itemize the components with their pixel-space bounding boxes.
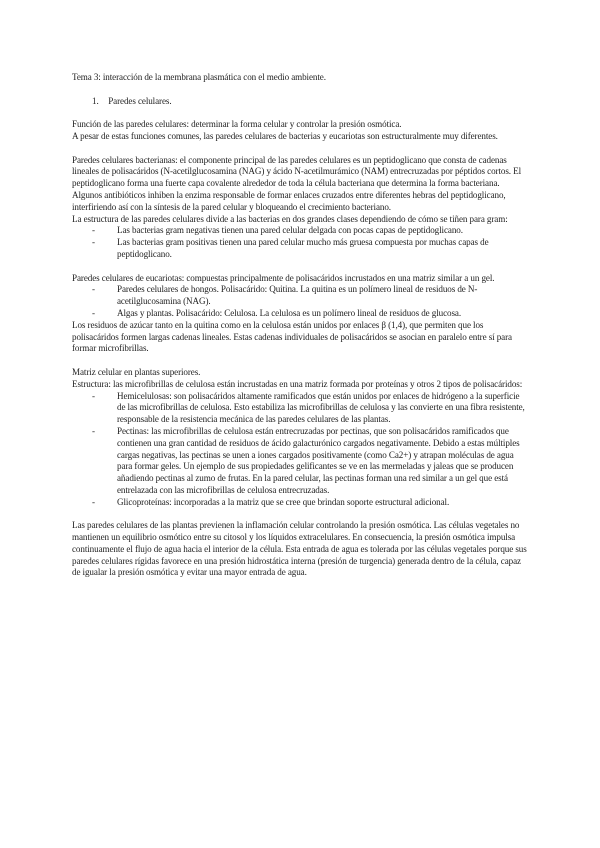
list-item: - Las bacterias gram positivas tienen una pared celular mucho más gruesa compuesta por muchas capas de peptidoglicano. <box>72 237 528 261</box>
matrix-structure: Estructura: las microfibrillas de celulosa están incrustadas en una matriz formada por proteínas y otros 2 tipos de polisacáridos: <box>72 378 523 389</box>
intro-function: Función de las paredes celulares: determinar la forma celular y controlar la presión osmótica. <box>72 119 402 130</box>
list-item: - Paredes celulares de hongos. Polisacárido: Quitina. La quitina es un polímero lineal de residuos de N-acetilglucosamina (NAG). <box>72 284 528 308</box>
list-item: - Hemicelulosas: son polisacáridos altamente ramificados que están unidos por enlaces de hidrógeno a la superficie de las microfibrillas de celulosa. Esto estabiliza las microfibrillas de celulosa y las convierte en una fibra resistente, responsable de la resistencia mecánica de las paredes celulares de las plantas. <box>72 391 528 426</box>
spacer <box>72 508 528 520</box>
numbered-heading <box>92 96 528 108</box>
spacer <box>72 143 528 155</box>
gram-paragraph: La estructura de las paredes celulares divide a las bacterias en dos grandes clases dependiendo de cómo se tiñen para gram: <box>72 213 508 224</box>
document-page <box>72 72 528 579</box>
matrix-heading: Matriz celular en plantas superiores. <box>72 366 201 377</box>
eukaryotic-list <box>72 284 528 319</box>
antibiotics-paragraph: Algunos antibióticos inhiben la enzima responsable de formar enlaces cruzados entre diferentes hebras del peptidoglicano, interfiriendo así con la síntesis de la pared celular y bloqueando el crecimiento bacteriano. <box>72 189 506 212</box>
gram-list <box>72 225 528 260</box>
closing-paragraph: Las paredes celulares de las plantas previenen la inflamación celular controlando la presión osmótica. Las células vegetales no mantienen un equilibrio osmótico entre su citosol y los líquidos extracelulares. En consecuencia, la presión osmótica impulsa continuamente el flujo de agua hacia el interior de la célula. Esta entrada de agua es tolerada por las células vegetales porque sus paredes celulares rígidas favorece en una presión hidrostática interna (presión de turgencia) generada dentro de la célula, capaz de igualar la presión osmótica y evitar una mayor entrada de agua. <box>72 520 527 578</box>
list-number: 1. <box>92 95 99 106</box>
list-item: - Las bacterias gram negativas tienen una pared celular delgada con pocas capas de peptidoglicano. <box>72 225 528 237</box>
list-item: - Algas y plantas. Polisacárido: Celulosa. La celulosa es un polímero lineal de residuos de glucosa. <box>72 308 528 320</box>
list-item: - Glicoproteínas: incorporadas a la matriz que se cree que brindan soporte estructural adicional. <box>72 497 528 509</box>
spacer <box>72 261 528 273</box>
matrix-list <box>72 391 528 509</box>
list-item: - Pectinas: las microfibrillas de celulosa están entrecruzadas por pectinas, que son polisacáridos ramificados que contienen una gran cantidad de residuos de ácido galacturónico cargados negativamente. Debido a estas múltiples cargas negativas, las pectinas se unen a iones cargados positivamente (como Ca2+) y atrapan moléculas de agua para formar geles. Un ejemplo de sus propiedades gelificantes se ve en las mermeladas y jaleas que se producen añadiendo pectinas al zumo de frutas. En la pared celular, las pectinas forman una red similar a un gel que está entrelazada con las microfibrillas de celulosa entrecruzadas. <box>72 426 528 497</box>
sugar-residues-paragraph: Los residuos de azúcar tanto en la quitina como en la celulosa están unidos por enlaces β (1,4), que permiten que los polisacáridos formen largas cadenas lineales. Estas cadenas individuales de polisacáridos se asocian en paralelo entre sí para formar microfibrillas. <box>72 319 512 354</box>
document-title: Tema 3: interacción de la membrana plasmática con el medio ambiente. <box>72 72 326 82</box>
eukaryotic-paragraph: Paredes celulares de eucariotas: compuestas principalmente de polisacáridos incrustados en una matriz similar a un gel. <box>72 272 495 283</box>
intro-differences: A pesar de estas funciones comunes, las paredes celulares de bacterias y eucariotas son estructuralmente muy diferentes. <box>72 130 498 141</box>
spacer <box>72 355 528 367</box>
numbered-heading-text: Paredes celulares. <box>108 95 172 106</box>
bacterial-paragraph: Paredes celulares bacterianas: el componente principal de las paredes celulares es un peptidoglicano que consta de cadenas lineales de polisacáridos (N-acetilglucosamina (NAG) y ácido N-acetilmurámico (NAM) entrecruzadas por péptidos cortos. El peptidoglicano forma una fuerte capa covalente alrededor de toda la célula bacteriana que determina la forma bacteriana. <box>72 154 521 189</box>
